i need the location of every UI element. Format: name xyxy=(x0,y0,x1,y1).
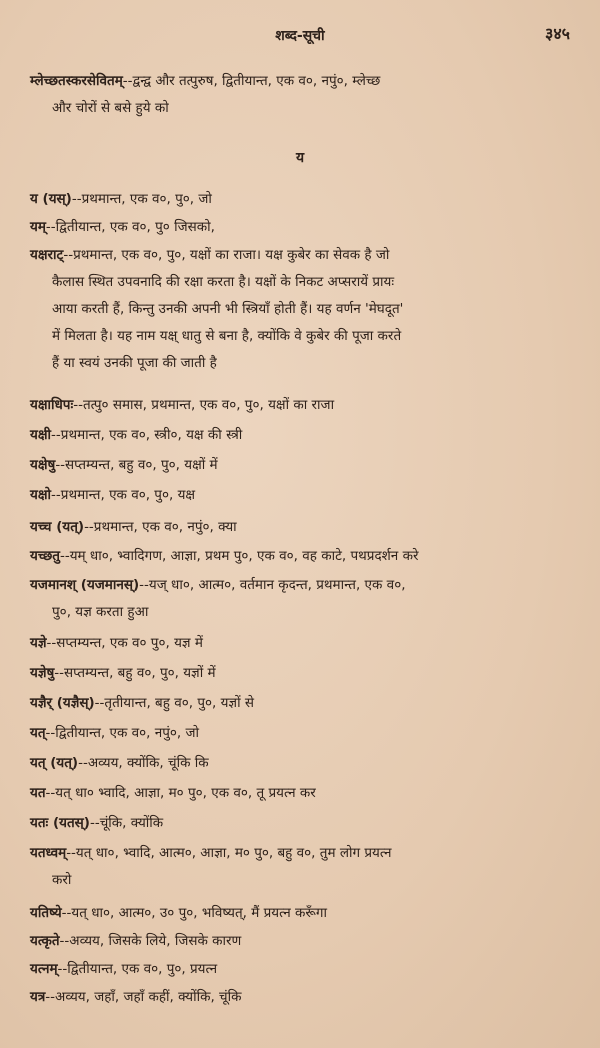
definition-text: --द्वितीयान्त, एक व०, पु० जिसको, xyxy=(45,219,215,235)
definition-text: --तृतीयान्त, बहु व०, पु०, यज्ञों से xyxy=(94,695,254,711)
dictionary-entry xyxy=(30,956,574,983)
definition-continuation: करो xyxy=(52,872,72,888)
definition-continuation: और चोरों से बसे हुये को xyxy=(52,100,169,116)
definition-text: --प्रथमान्त, एक व०, स्त्री०, यक्ष की स्त्री xyxy=(51,427,243,443)
headword: यक्षाधिपः xyxy=(30,397,74,413)
dictionary-entry xyxy=(30,422,574,449)
headword: यत् xyxy=(30,725,46,741)
headword: यक्षो xyxy=(30,487,52,503)
headword: यत् (यत्) xyxy=(30,755,79,771)
headword: यज्ञे xyxy=(30,635,47,651)
dictionary-entry xyxy=(30,720,574,747)
headword: यतः (यतस्) xyxy=(30,815,90,831)
dictionary-entry xyxy=(30,214,574,241)
page-header xyxy=(0,22,600,50)
definition-text: --प्रथमान्त, एक व०, पु०, यक्षों का राजा। यक्ष कुबेर का सेवक है जो xyxy=(63,247,390,263)
page-number: ३४५ xyxy=(545,24,570,43)
definition-continuation: में मिलता है। यह नाम यक्ष् धातु से बना है, क्योंकि वे कुबेर की पूजा करते xyxy=(52,328,402,344)
definition-text: --सप्तम्यन्त, एक व० पु०, यज्ञ में xyxy=(46,635,203,651)
dictionary-entry xyxy=(30,392,574,419)
dictionary-entry xyxy=(30,242,574,377)
dictionary-entry xyxy=(30,572,574,626)
dictionary-entry xyxy=(30,630,574,657)
dictionary-entry xyxy=(30,186,574,213)
definition-text: --द्वितीयान्त, एक व०, पु०, प्रयत्न xyxy=(57,961,218,977)
headword: म्लेच्छतस्करसेवितम् xyxy=(30,73,123,89)
dictionary-entry xyxy=(30,68,574,122)
definition-text: --यत् धा०, भ्वादि, आत्म०, आज्ञा, म० पु०, बहु व०, तुम लोग प्रयत्न xyxy=(66,845,392,861)
definition-text: --द्वितीयान्त, एक व०, नपुं०, जो xyxy=(45,725,199,741)
definition-text: --अव्यय, क्योंकि, चूंकि कि xyxy=(78,755,209,771)
headword: यत्कृते xyxy=(30,933,60,949)
headword: यतध्वम् xyxy=(30,845,67,861)
headword: यत xyxy=(30,785,46,801)
dictionary-entry xyxy=(30,900,574,927)
dictionary-entry xyxy=(30,482,574,509)
definition-text: --सप्तम्यन्त, बहु व०, पु०, यज्ञों में xyxy=(54,665,216,681)
definition-text: --अव्यय, जहाँ, जहाँ कहीं, क्योंकि, चूंकि xyxy=(45,989,242,1005)
headword: यक्षी xyxy=(30,427,52,443)
headword: यतिष्ये xyxy=(30,905,62,921)
definition-text: --यत् धा० भ्वादि, आज्ञा, म० पु०, एक व०, तू प्रयत्न कर xyxy=(45,785,316,801)
headword: यत्र xyxy=(30,989,46,1005)
headword: यज्ञेषु xyxy=(30,665,55,681)
definition-text: --यत् धा०, आत्म०, उ० पु०, भविष्यत्, मैं प्रयत्न करूँगा xyxy=(61,905,328,921)
dictionary-entry xyxy=(30,840,574,894)
running-title: शब्द-सूची xyxy=(275,28,325,44)
dictionary-entry xyxy=(30,660,574,687)
headword: यच्च (यत्) xyxy=(30,519,85,535)
headword: यत्नम् xyxy=(30,961,58,977)
dictionary-entry xyxy=(30,514,574,541)
headword: यक्षेषु xyxy=(30,457,56,473)
headword: यजमानश् (यजमानस्) xyxy=(30,577,140,593)
definition-text: --यज् धा०, आत्म०, वर्तमान कृदन्त, प्रथमान्त, एक व०, xyxy=(139,577,406,593)
definition-text: --चूंकि, क्योंकि xyxy=(89,815,164,831)
definition-text: --प्रथमान्त, एक व०, नपुं०, क्या xyxy=(84,519,237,535)
definition-text: --सप्तम्यन्त, बहु व०, पु०, यक्षों में xyxy=(55,457,218,473)
headword: यक्षराट् xyxy=(30,247,64,263)
dictionary-entry xyxy=(30,750,574,777)
dictionary-entry xyxy=(30,543,574,570)
dictionary-entry xyxy=(30,690,574,717)
dictionary-entry xyxy=(30,984,574,1011)
dictionary-entry xyxy=(30,780,574,807)
headword: यज्ञैर् (यज्ञैस्) xyxy=(30,695,95,711)
definition-text: --प्रथमान्त, एक व०, पु०, जो xyxy=(71,191,212,207)
definition-text: --अव्यय, जिसके लिये, जिसके कारण xyxy=(59,933,242,949)
definition-continuation: कैलास स्थित उपवनादि की रक्षा करता है। यक्षों के निकट अप्सरायें प्रायः xyxy=(52,274,395,290)
headword: यम् xyxy=(30,219,46,235)
definition-continuation: आया करती हैं, किन्तु उनकी अपनी भी स्त्रियाँ होती हैं। यह वर्णन 'मेघदूत' xyxy=(52,301,404,317)
headword: य (यस्) xyxy=(30,191,72,207)
dictionary-entry xyxy=(30,810,574,837)
section-letter: य xyxy=(295,150,305,166)
definition-text: --यम् धा०, भ्वादिगण, आज्ञा, प्रथम पु०, एक व०, वह काटे, पथप्रदर्शन करे xyxy=(59,548,419,564)
dictionary-entry xyxy=(30,928,574,955)
dictionary-entry xyxy=(30,452,574,479)
definition-text: --तत्पु० समास, प्रथमान्त, एक व०, पु०, यक्षों का राजा xyxy=(73,397,335,413)
definition-text: --प्रथमान्त, एक व०, पु०, यक्ष xyxy=(51,487,196,503)
definition-text: --द्वन्द्व और तत्पुरुष, द्वितीयान्त, एक व०, नपुं०, म्लेच्छ xyxy=(122,73,381,89)
headword: यच्छतु xyxy=(30,548,60,564)
definition-continuation: पु०, यज्ञ करता हुआ xyxy=(52,604,149,620)
definition-continuation: हैं या स्वयं उनकी पूजा की जाती है xyxy=(52,355,217,371)
